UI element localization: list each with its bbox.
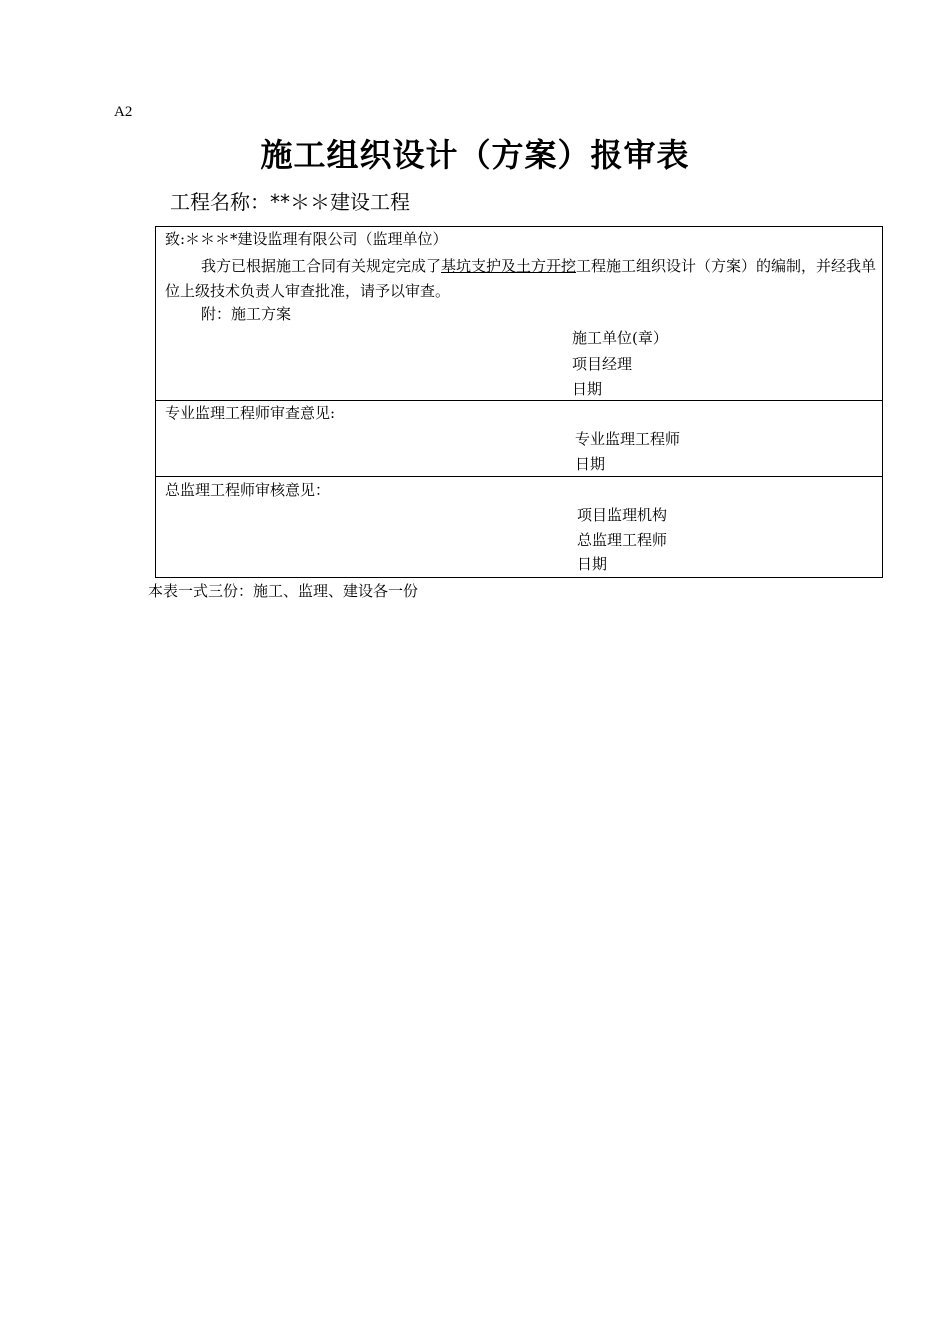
engineer-review-section [156,401,882,477]
review-form-table [155,226,883,578]
engineer-date-label: 日期 [575,455,606,473]
paragraph-text-before: 我方已根据施工合同有关规定完成了 [201,257,442,275]
chief-opinion-label: 总监理工程师审核意见： [165,481,331,499]
addressee-line: 致:＊＊＊*建设监理有限公司（监理单位） [165,230,448,248]
paragraph-text-after: 工程施工组织设计（方案）的编制，并经我单位上级技术负责人审查批准，请予以审查。 [165,257,877,300]
contractor-seal-label: 施工单位(章） [572,329,668,347]
submission-date-label: 日期 [572,380,603,398]
submission-section [156,227,882,401]
chief-review-section [156,477,882,577]
attachment-line: 附：施工方案 [201,305,292,323]
project-scope-underlined: 基坑支护及土方开挖 [441,257,577,275]
project-name: 工程名称：**＊＊建设工程 [170,190,410,214]
project-manager-label: 项目经理 [572,355,633,373]
page-title: 施工组织设计（方案）报审表 [260,136,690,174]
engineer-opinion-label: 专业监理工程师审查意见: [165,404,336,422]
chief-date-label: 日期 [577,555,608,573]
footer-note: 本表一式三份：施工、监理、建设各一份 [148,582,419,600]
submission-paragraph [165,254,877,304]
chief-engineer-label: 总监理工程师 [577,531,668,549]
form-code: A2 [114,104,133,120]
specialist-engineer-label: 专业监理工程师 [575,430,681,448]
supervision-org-label: 项目监理机构 [577,506,668,524]
